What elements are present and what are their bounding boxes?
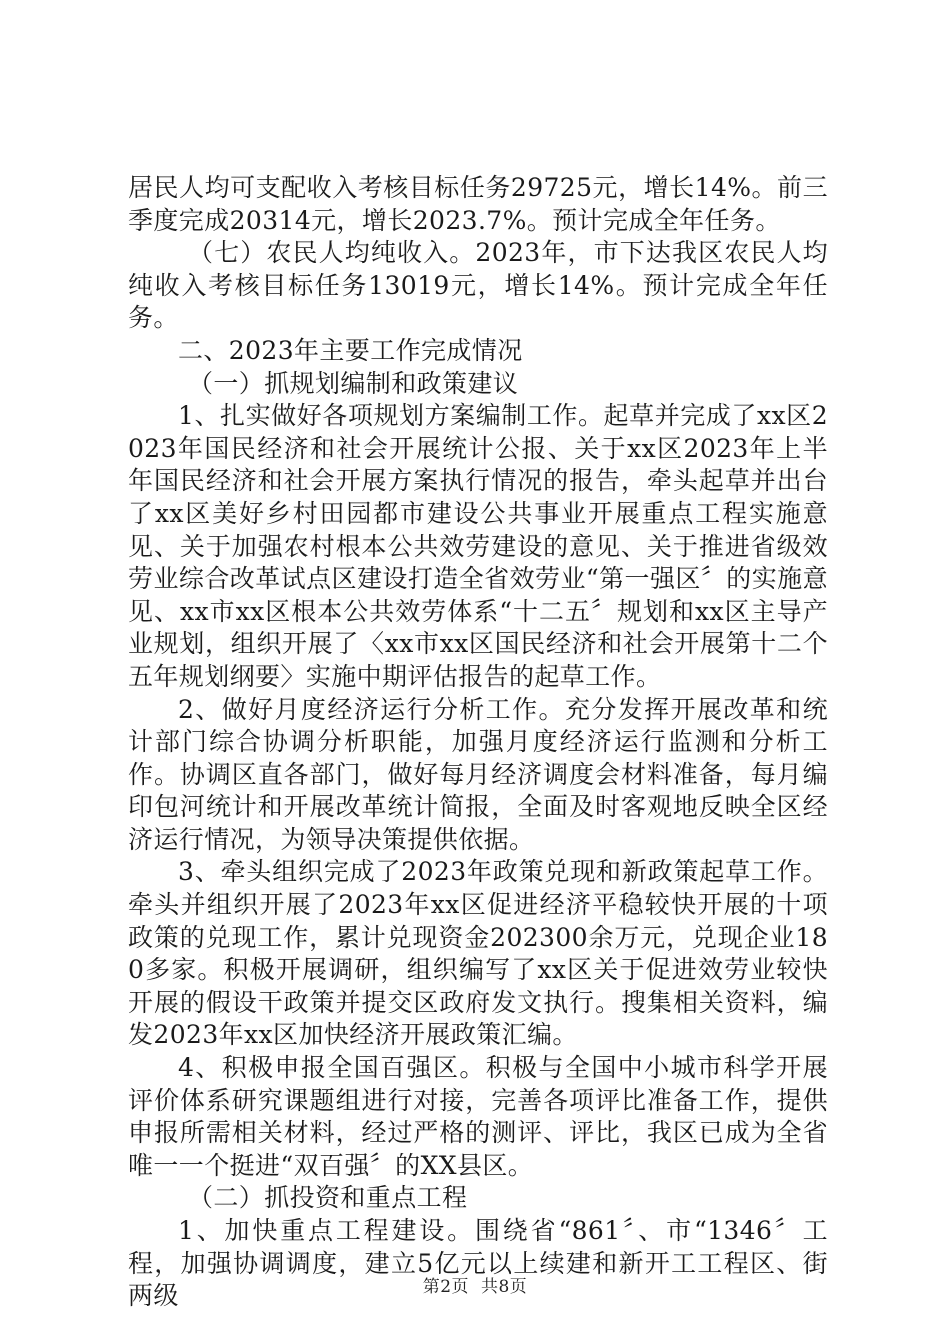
paragraph-planning-item-4: 4、积极申报全国百强区。积极与全国中小城市科学开展评价体系研究课题组进行对接，完善各项评比准备工作，提供申报所需相关材料，经过严格的测评、评比，我区已成为全省唯一一个挺进“双百强〞的XX县区。 (128, 1053, 828, 1180)
page-number: 第2页 (422, 1277, 470, 1297)
subsection-heading-investment: （二）抓投资和重点工程 (188, 1183, 468, 1213)
paragraph-planning-item-2: 2、做好月度经济运行分析工作。充分发挥开展改革和统计部门综合协调分析职能，加强月度经济运行监测和分析工作。协调区直各部门，做好每月经济调度会材料准备，每月编印包河统计和开展改革统计简报，全面及时客观地反映全区经济运行情况，为领导决策提供依据。 (128, 694, 828, 854)
section-heading-main-work: 二、2023年主要工作完成情况 (178, 335, 523, 365)
subsection-heading-planning: （一）抓规划编制和政策建议 (188, 368, 519, 398)
document-body (128, 172, 828, 1313)
paragraph-rural-income: （七）农民人均纯收入。2023年，市下达我区农民人均纯收入考核目标任务13019元，增长14%。预计完成全年任务。 (128, 238, 828, 333)
paragraph-investment-item-1: 1、加快重点工程建设。围绕省“861〞、市“1346〞工程，加强协调调度，建立5亿元以上续建和新开工工程区、街两级 (128, 1216, 828, 1311)
page-footer (0, 1272, 950, 1297)
paragraph-planning-item-1: 1、扎实做好各项规划方案编制工作。起草并完成了xx区2023年国民经济和社会开展统计公报、关于xx区2023年上半年国民经济和社会开展方案执行情况的报告，牵头起草并出台了xx区美好乡村田园都市建设公共事业开展重点工程实施意见、关于加强农村根本公共效劳建设的意见、关于推进省级效劳业综合改革试点区建设打造全省效劳业“第一强区〞的实施意见、xx市xx区根本公共效劳体系“十二五〞规划和xx区主导产业规划，组织开展了〈xx市xx区国民经济和社会开展第十二个五年规划纲要〉实施中期评估报告的起草工作。 (128, 401, 828, 691)
page-total: 共8页 (480, 1277, 528, 1297)
paragraph-planning-item-3: 3、牵头组织完成了2023年政策兑现和新政策起草工作。牵头并组织开展了2023年xx区促进经济平稳较快开展的十项政策的兑现工作，累计兑现资金202300余万元，兑现企业180多家。积极开展调研，组织编写了xx区关于促进效劳业较快开展的假设干政策并提交区政府发文执行。搜集相关资料，编发2023年xx区加快经济开展政策汇编。 (128, 857, 828, 1050)
paragraph-urban-income-continued: 居民人均可支配收入考核目标任务29725元，增长14%。前三季度完成20314元，增长2023.7%。预计完成全年任务。 (128, 173, 828, 235)
